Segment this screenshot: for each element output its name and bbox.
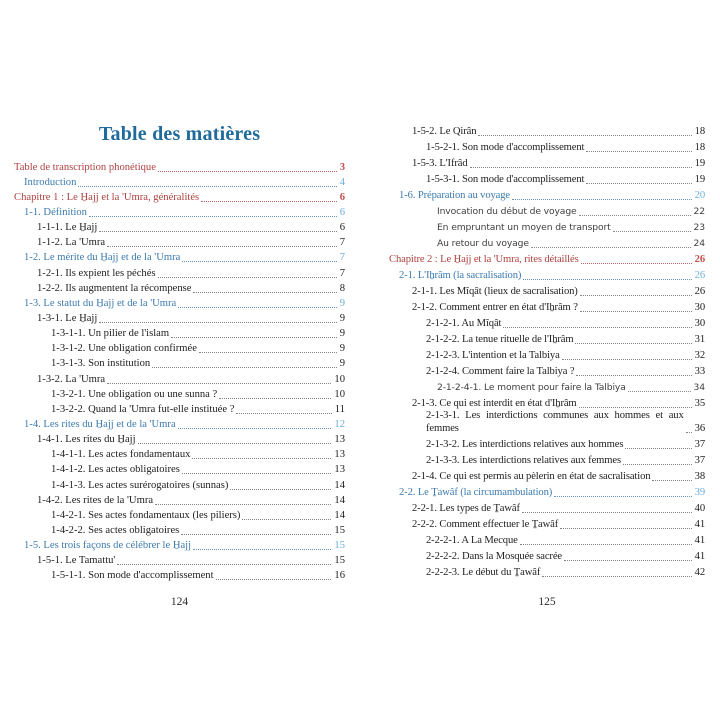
dot-leader <box>230 489 331 490</box>
toc-entry-label: 1-3-2-2. Quand la 'Umra fut-elle instituée ? <box>51 403 235 415</box>
toc-entry-page: 8 <box>339 282 345 294</box>
toc-entry-label: En empruntant un moyen de transport <box>437 221 611 233</box>
toc-entry <box>14 553 345 568</box>
toc-entry <box>14 568 345 583</box>
toc-entry-page: 13 <box>334 464 345 476</box>
toc-entry-page: 9 <box>339 297 345 309</box>
toc-entry <box>14 310 345 325</box>
toc-entry-page: 10 <box>334 373 345 385</box>
toc-entry-label: 2-1-3-3. Les interdictions relatives aux femmes <box>426 454 621 466</box>
toc-entry-label: 2-2-2-3. Le début du Ṯawâf <box>426 566 541 578</box>
toc-entry <box>14 280 345 295</box>
toc-list-right-page <box>389 122 705 579</box>
toc-entry-page: 33 <box>694 365 705 377</box>
dot-leader <box>686 432 692 433</box>
toc-entry-label: 2-1. L'Iẖrâm (la sacralisation) <box>399 269 522 281</box>
toc-entry-page: 6 <box>339 207 345 219</box>
page-number-left: 124 <box>170 596 189 608</box>
toc-entry-page: 16 <box>334 570 345 582</box>
toc-entry-label: 1-3-2. La 'Umra <box>37 373 106 385</box>
toc-entry-page: 14 <box>334 509 345 521</box>
toc-entry <box>389 218 705 234</box>
toc-entry-page: 13 <box>334 434 345 446</box>
toc-entry-label: 1-5-1. Le Tamattu' <box>37 555 116 567</box>
toc-entry-label: 1-3-1-1. Un pilier de l'islam <box>51 328 170 340</box>
toc-entry <box>14 462 345 477</box>
dot-leader <box>158 277 337 278</box>
dot-leader <box>652 480 691 481</box>
dot-leader <box>219 398 331 399</box>
toc-entry-label: 1-3-1-2. Une obligation confirmée <box>51 343 197 355</box>
toc-entry-page: 32 <box>694 349 705 361</box>
toc-entry <box>14 492 345 507</box>
toc-entry-page: 18 <box>694 125 705 137</box>
toc-entry <box>389 122 705 138</box>
toc-entry <box>389 202 705 218</box>
toc-entry-label: Table de transcription phonétique <box>14 161 156 173</box>
toc-entry-page: 35 <box>694 397 705 409</box>
toc-entry-page: 26 <box>694 269 705 281</box>
toc-entry-label: 2-2-2-2. Dans la Mosquée sacrée <box>426 550 563 562</box>
toc-entry-label: 1-4-1-2. Les actes obligatoires <box>51 464 180 476</box>
toc-entry-page: 13 <box>334 449 345 461</box>
toc-entry-page: 9 <box>339 358 345 370</box>
dot-leader <box>152 367 337 368</box>
dot-leader <box>138 443 332 444</box>
dot-leader <box>182 473 332 474</box>
dot-leader <box>78 186 336 187</box>
toc-entry-label: 2-1-2-4-1. Le moment pour faire la Talbiya <box>437 381 626 393</box>
dot-leader <box>89 216 337 217</box>
dot-leader <box>192 458 331 459</box>
toc-entry-label: 1-5-1-1. Son mode d'accomplissement <box>51 570 214 582</box>
dot-leader <box>579 215 691 216</box>
toc-entry <box>14 326 345 341</box>
dot-leader <box>503 327 691 328</box>
toc-entry <box>14 235 345 250</box>
dot-leader <box>470 167 692 168</box>
toc-entry <box>389 378 705 394</box>
toc-entry <box>389 410 705 435</box>
toc-entry-label: 2-1-2-4. Comment faire la Talbiya ? <box>426 365 575 377</box>
dot-leader <box>542 576 691 577</box>
dot-leader <box>613 231 691 232</box>
toc-entry-page: 24 <box>693 237 705 249</box>
toc-entry <box>14 204 345 219</box>
toc-entry-label: 1-4. Les rites du H̱ajj et de la 'Umra <box>24 419 176 431</box>
toc-entry <box>389 186 705 202</box>
toc-entry <box>14 265 345 280</box>
dot-leader <box>575 343 691 344</box>
dot-leader <box>586 151 691 152</box>
toc-entry <box>389 154 705 170</box>
toc-entry-page: 36 <box>694 422 705 434</box>
dot-leader <box>522 512 692 513</box>
toc-entry <box>14 159 345 174</box>
toc-entry-label: 1-1. Définition <box>24 207 87 219</box>
dot-leader <box>107 246 337 247</box>
toc-entry-label: 1-4-2-2. Ses actes obligatoires <box>51 525 180 537</box>
toc-entry <box>389 394 705 410</box>
toc-entry-page: 14 <box>334 494 345 506</box>
dot-leader <box>181 534 331 535</box>
dot-leader <box>99 231 336 232</box>
toc-entry-page: 6 <box>339 222 345 234</box>
toc-entry-page: 38 <box>694 470 705 482</box>
page-number-right: 125 <box>538 596 556 608</box>
toc-entry-label: 1-2-2. Ils augmentent la récompense <box>37 282 192 294</box>
toc-entry-label: 1-3-1. Le H̱ajj <box>37 313 98 325</box>
dot-leader <box>580 295 692 296</box>
toc-entry <box>14 432 345 447</box>
toc-entry-page: 31 <box>694 333 705 345</box>
dot-leader <box>182 261 336 262</box>
dot-leader <box>564 560 692 561</box>
toc-entry <box>389 314 705 330</box>
toc-entry-page: 30 <box>694 317 705 329</box>
toc-entry-page: 15 <box>334 540 345 552</box>
toc-entry <box>14 447 345 462</box>
dot-leader <box>560 528 691 529</box>
toc-entry-label: 1-5-2-1. Son mode d'accomplissement <box>426 141 585 153</box>
toc-entry <box>389 547 705 563</box>
toc-entry-page: 41 <box>694 518 705 530</box>
toc-entry <box>389 531 705 547</box>
toc-entry-page: 3 <box>339 161 345 173</box>
toc-entry <box>389 467 705 483</box>
toc-title: Table des matières <box>98 123 261 145</box>
toc-entry-page: 11 <box>334 403 345 415</box>
toc-entry-label: 2-2-2. Comment effectuer le Ṯawâf <box>412 518 559 530</box>
toc-entry-label: 2-1-3-2. Les interdictions relatives aux hommes <box>426 438 624 450</box>
toc-entry <box>14 174 345 189</box>
toc-entry-page: 4 <box>339 176 345 188</box>
toc-entry <box>389 234 705 250</box>
toc-entry-page: 37 <box>694 454 705 466</box>
dot-leader <box>216 579 332 580</box>
dot-leader <box>117 564 331 565</box>
toc-entry <box>389 499 705 515</box>
toc-entry <box>14 401 345 416</box>
toc-entry <box>14 371 345 386</box>
toc-entry <box>14 189 345 204</box>
toc-entry-label: 1-4-2-1. Ses actes fondamentaux (les piliers) <box>51 509 241 521</box>
toc-entry <box>14 522 345 537</box>
toc-entry <box>14 341 345 356</box>
toc-entry <box>389 266 705 282</box>
toc-entry <box>389 515 705 531</box>
toc-entry <box>14 356 345 371</box>
dot-leader <box>562 359 692 360</box>
toc-entry <box>14 250 345 265</box>
toc-entry-label: 2-1-4. Ce qui est permis au pèlerin en état de sacralisation <box>412 470 651 482</box>
toc-entry <box>389 282 705 298</box>
dot-leader <box>554 496 691 497</box>
toc-entry-label: Chapitre 2 : Le H̱ajj et la 'Umra, rites détaillés <box>389 253 579 265</box>
dot-leader <box>625 448 691 449</box>
dot-leader <box>178 307 336 308</box>
dot-leader <box>158 171 337 172</box>
toc-entry <box>389 435 705 451</box>
toc-entry-label: 2-1-2-1. Au Mîqât <box>426 317 502 329</box>
toc-entry-page: 18 <box>694 141 705 153</box>
toc-entry-label: 2-1-3-1. Les interdictions communes aux hommes et aux femmes <box>426 410 684 434</box>
toc-entry-page: 34 <box>693 381 705 393</box>
toc-entry-label: 1-4-1-3. Les actes surérogatoires (sunnas) <box>51 479 229 491</box>
dot-leader <box>581 263 692 264</box>
toc-entry-label: 1-4-1-1. Les actes fondamentaux <box>51 449 191 461</box>
dot-leader <box>107 383 331 384</box>
toc-list-left-page <box>14 159 345 583</box>
toc-entry-page: 22 <box>693 205 705 217</box>
toc-entry <box>389 362 705 378</box>
dot-leader <box>580 311 692 312</box>
toc-entry-label: 1-5-3-1. Son mode d'accomplissement <box>426 173 585 185</box>
toc-entry <box>389 298 705 314</box>
toc-entry <box>389 170 705 186</box>
dot-leader <box>512 199 692 200</box>
toc-entry-label: 2-1-3. Ce qui est interdit en état d'Iẖrâm <box>412 397 577 409</box>
dot-leader <box>201 201 337 202</box>
toc-entry <box>14 220 345 235</box>
toc-entry <box>389 250 705 266</box>
toc-entry <box>389 330 705 346</box>
toc-entry-page: 7 <box>339 252 345 264</box>
toc-entry-page: 41 <box>694 534 705 546</box>
toc-entry <box>14 295 345 310</box>
dot-leader <box>579 407 692 408</box>
toc-entry-page: 40 <box>694 502 705 514</box>
toc-entry-page: 15 <box>334 525 345 537</box>
toc-entry-page: 9 <box>339 313 345 325</box>
toc-entry <box>14 507 345 522</box>
toc-entry-page: 39 <box>694 486 705 498</box>
toc-entry <box>389 346 705 362</box>
toc-entry-label: 1-3. Le statut du H̱ajj et de la 'Umra <box>24 297 177 309</box>
dot-leader <box>623 464 692 465</box>
toc-entry-label: 1-2. Le mérite du H̱ajj et de la 'Umra <box>24 252 181 264</box>
dot-leader <box>199 352 337 353</box>
dot-leader <box>171 337 337 338</box>
toc-entry-label: 2-1-2-3. L'intention et la Talbiya <box>426 349 560 361</box>
dot-leader <box>586 183 691 184</box>
toc-entry-page: 42 <box>694 566 705 578</box>
toc-entry-page: 10 <box>334 388 345 400</box>
toc-entry-label: 1-5. Les trois façons de célébrer le H̱ajj <box>24 540 192 552</box>
toc-entry <box>14 538 345 553</box>
toc-entry-page: 7 <box>339 267 345 279</box>
dot-leader <box>242 519 331 520</box>
toc-entry-page: 7 <box>339 237 345 249</box>
dot-leader <box>628 391 691 392</box>
toc-entry-label: 1-1-1. Le H̱ajj <box>37 222 98 234</box>
toc-entry-label: 1-3-1-3. Son institution <box>51 358 151 370</box>
toc-entry-page: 9 <box>339 328 345 340</box>
toc-entry-page: 6 <box>339 191 345 203</box>
toc-entry-label: 2-1-1. Les Mîqât (lieux de sacralisation) <box>412 285 578 297</box>
toc-entry-page: 15 <box>334 555 345 567</box>
dot-leader <box>520 544 692 545</box>
toc-entry <box>14 477 345 492</box>
toc-entry-label: 1-5-3. L'Ifrâd <box>412 157 468 169</box>
dot-leader <box>178 428 332 429</box>
toc-entry-label: 2-2-1. Les types de Ṯawâf <box>412 502 520 514</box>
dot-leader <box>193 549 331 550</box>
toc-entry-page: 37 <box>694 438 705 450</box>
toc-entry-label: 2-1-2. Comment entrer en état d'Iẖrâm ? <box>412 301 578 313</box>
toc-entry-page: 26 <box>694 285 705 297</box>
toc-entry-label: 1-4-2. Les rites de la 'Umra <box>37 494 154 506</box>
toc-entry-label: Chapitre 1 : Le H̱ajj et la 'Umra, généralités <box>14 191 200 203</box>
toc-entry-page: 9 <box>339 343 345 355</box>
toc-entry-label: 2-2-2-1. A La Mecque <box>426 534 518 546</box>
toc-entry-page: 19 <box>694 173 705 185</box>
toc-entry-page: 20 <box>694 189 705 201</box>
toc-entry-label: 1-2-1. Ils expient les péchés <box>37 267 156 279</box>
toc-entry-page: 12 <box>334 419 345 431</box>
toc-entry-label: 1-4-1. Les rites du H̱ajj <box>37 434 136 446</box>
toc-entry <box>389 483 705 499</box>
toc-entry-label: 1-1-2. La 'Umra <box>37 237 106 249</box>
toc-entry-page: 14 <box>334 479 345 491</box>
toc-entry-page: 41 <box>694 550 705 562</box>
dot-leader <box>576 375 691 376</box>
toc-entry-label: Introduction <box>24 176 77 188</box>
dot-leader <box>478 135 691 136</box>
toc-entry-label: Invocation du début de voyage <box>437 205 577 217</box>
toc-entry <box>389 451 705 467</box>
toc-entry-label: 2-2. Le Ṯawâf (la circumambulation) <box>399 486 553 498</box>
toc-entry-label: 2-1-2-2. La tenue rituelle de l'Iẖrâm <box>426 333 574 345</box>
toc-entry <box>389 563 705 579</box>
toc-entry-page: 26 <box>694 253 705 265</box>
dot-leader <box>531 247 691 248</box>
dot-leader <box>236 413 331 414</box>
dot-leader <box>99 322 336 323</box>
toc-entry-page: 23 <box>693 221 705 233</box>
dot-leader <box>193 292 336 293</box>
toc-entry <box>14 416 345 431</box>
toc-entry-label: 1-5-2. Le Qirân <box>412 125 477 137</box>
dot-leader <box>523 279 691 280</box>
toc-entry <box>14 386 345 401</box>
toc-entry-page: 30 <box>694 301 705 313</box>
toc-entry-label: 1-6. Préparation au voyage <box>399 189 511 201</box>
toc-entry-label: Au retour du voyage <box>437 237 529 249</box>
toc-entry-label: 1-3-2-1. Une obligation ou une sunna ? <box>51 388 218 400</box>
toc-entry <box>389 138 705 154</box>
dot-leader <box>155 504 331 505</box>
toc-entry-page: 19 <box>694 157 705 169</box>
